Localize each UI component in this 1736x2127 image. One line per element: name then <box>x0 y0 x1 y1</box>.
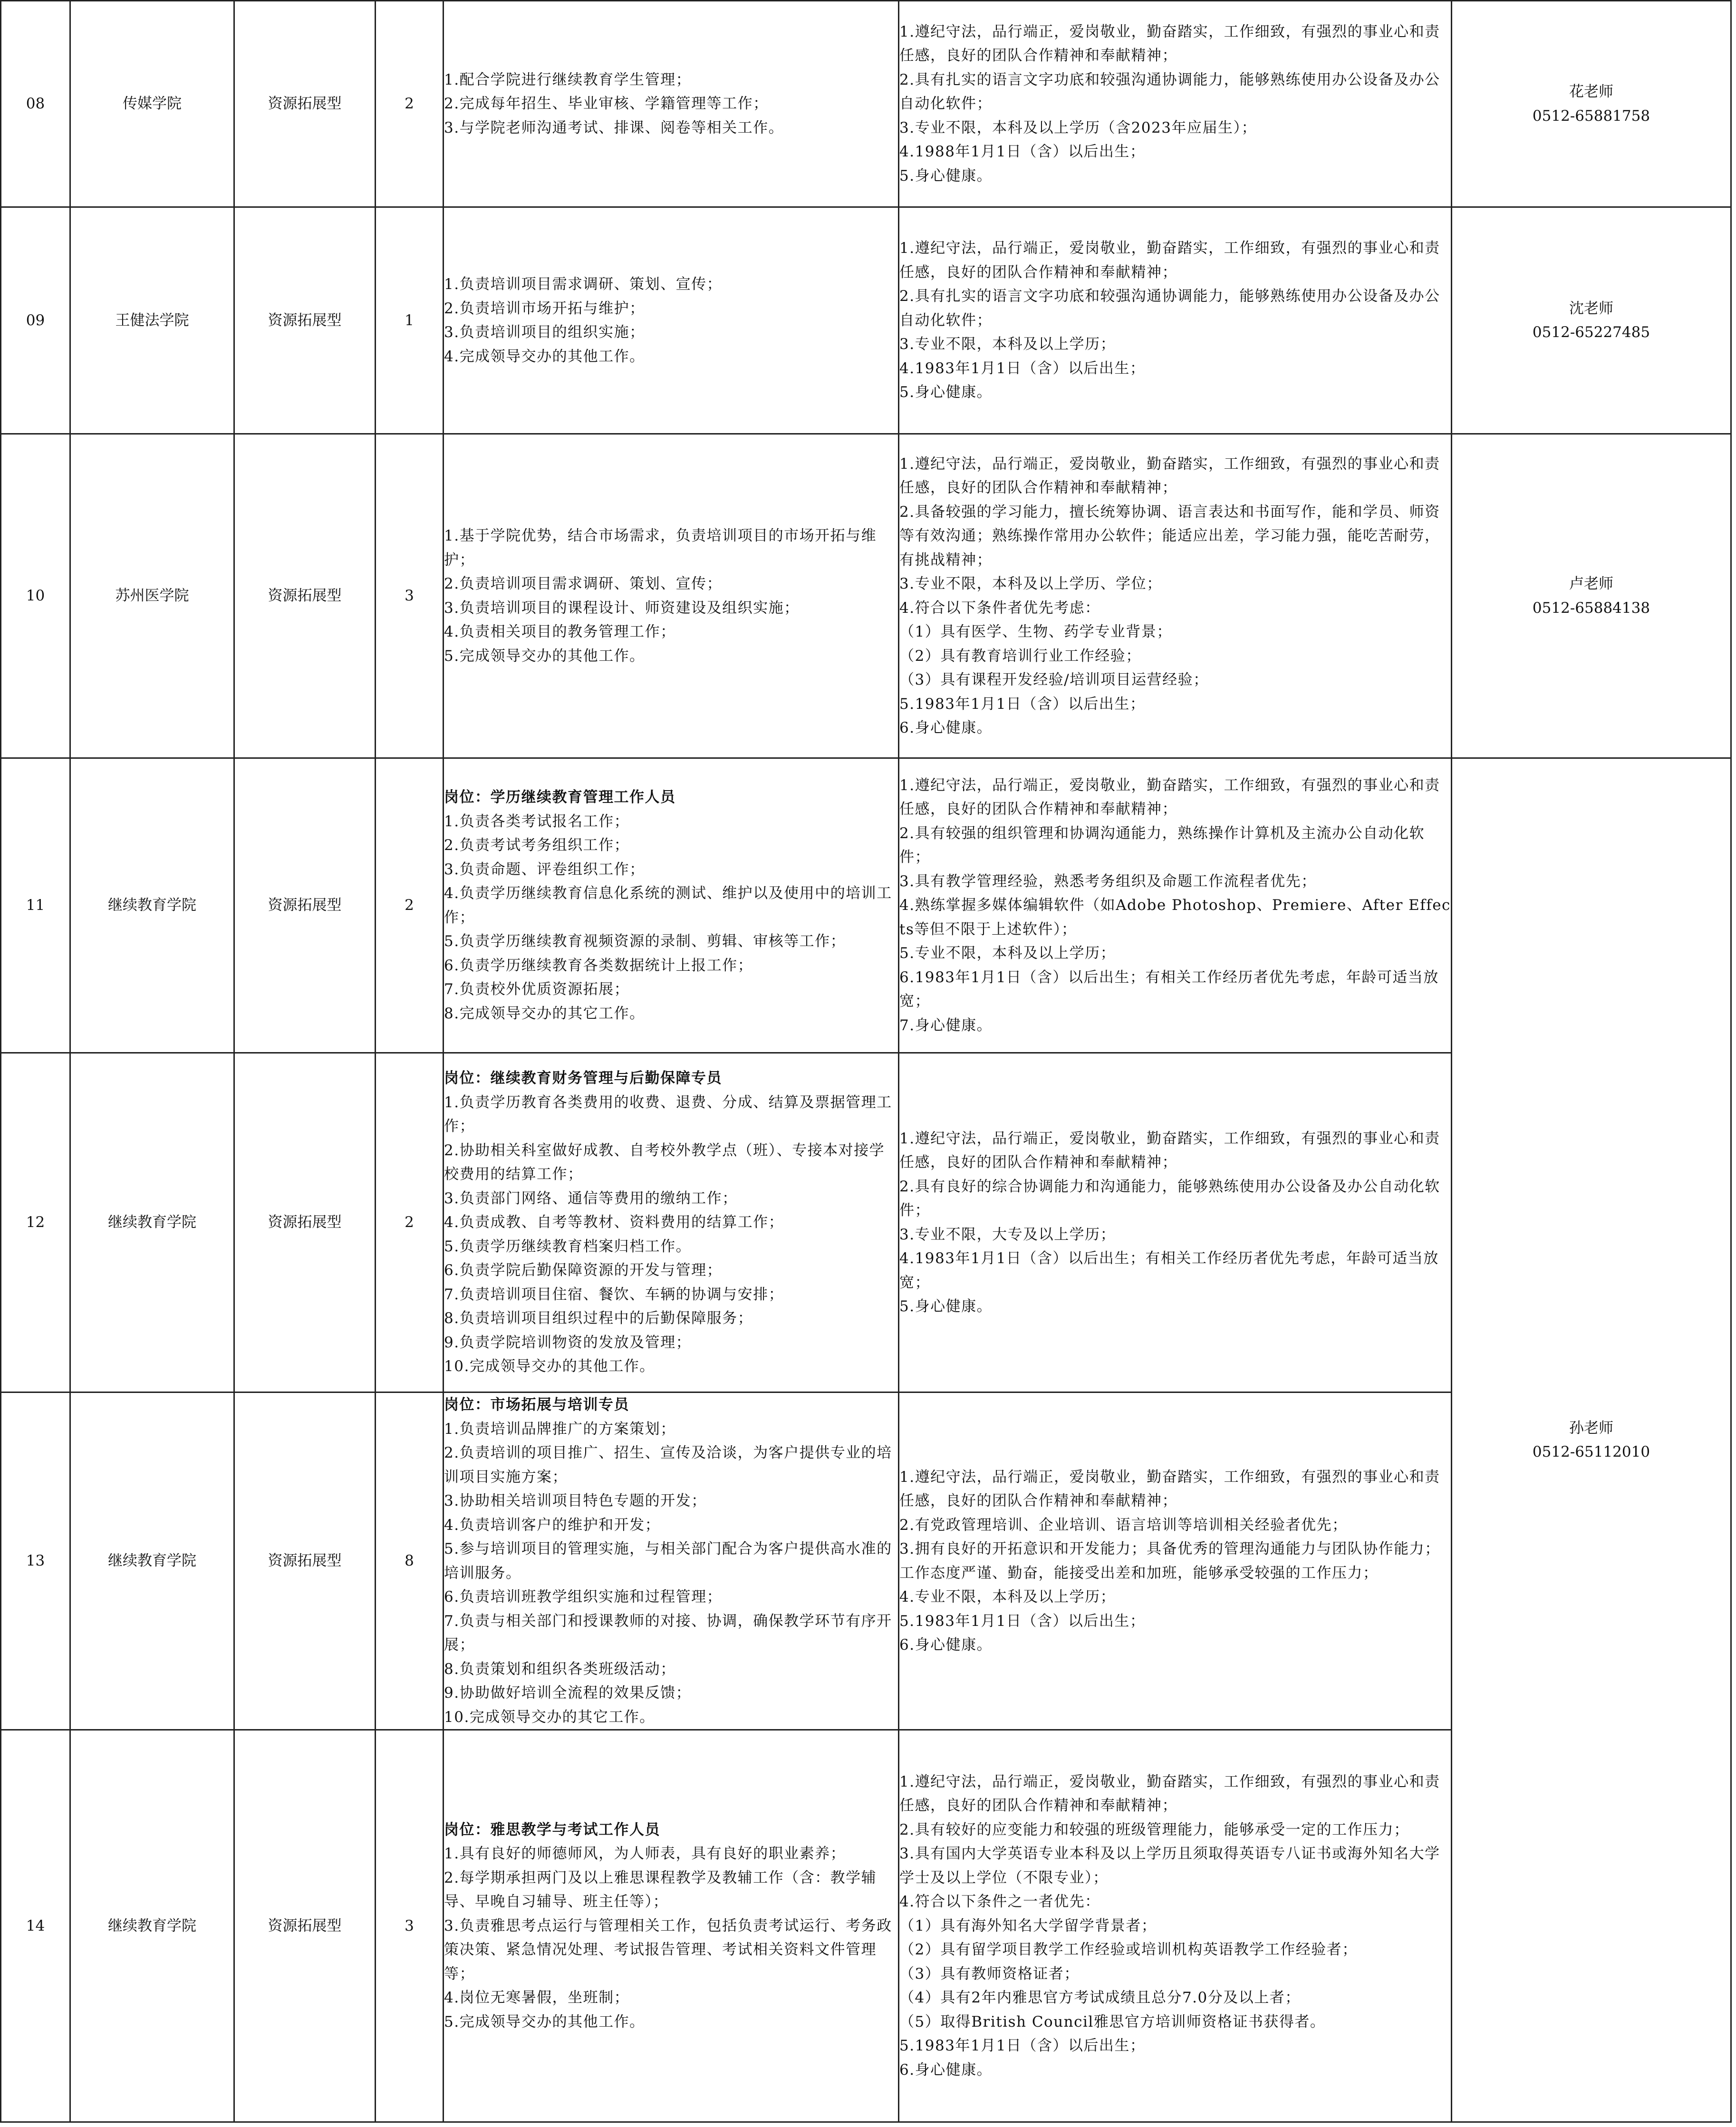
contact-name: 花老师 <box>1569 83 1613 100</box>
table-row <box>1 207 1731 434</box>
contact-phone: 0512-65884138 <box>1532 599 1650 617</box>
row-number: 14 <box>1 1730 70 2122</box>
requirements-text: 1.遵纪守法，品行端正，爱岗敬业，勤奋踏实，工作细致，有强烈的事业心和责任感，良好的团队合作精神和奉献精神； 2.具有较好的应变能力和较强的班级管理能力，能够承受一定的工作压力； 3.具有国内大学英语专业本科及以上学历且须取得英语专八证书或海外知名大学学士及以上学位（不限专业）； 4.符合以下条件之一者优先： （1）具有海外知名大学留学背景者； （2）具有留学项目教学工作经验或培训机构英语教学工作经验者； （3）具有教师资格证者； （4）具有2年内雅思官方考试成绩且总分7.0分及以上者； （5）取得British Council雅思官方培训师资格证书获得者。 5.1983年1月1日（含）以后出生； 6.身心健康。 <box>899 1773 1440 2079</box>
unit-name: 继续教育学院 <box>70 758 234 1053</box>
duties-cell <box>444 1730 899 2122</box>
duties-text: 1.配合学院进行继续教育学生管理； 2.完成每年招生、毕业审核、学籍管理等工作； 3.与学院老师沟通考试、排课、阅卷等相关工作。 <box>444 71 784 136</box>
contact-phone: 0512-65112010 <box>1532 1443 1650 1460</box>
position-type: 资源拓展型 <box>234 434 376 758</box>
headcount: 2 <box>376 1 444 207</box>
duties-text: 1.负责各类考试报名工作； 2.负责考试考务组织工作； 3.负责命题、评卷组织工作； 4.负责学历继续教育信息化系统的测试、维护以及使用中的培训工作； 5.负责学历继续教育视频资源的录制、剪辑、审核等工作； 6.负责学历继续教育各类数据统计上报工作； 7.负责校外优质资源拓展； 8.完成领导交办的其它工作。 <box>444 812 892 1022</box>
unit-name: 传媒学院 <box>70 1 234 207</box>
requirements-text: 1.遵纪守法，品行端正，爱岗敬业，勤奋踏实，工作细致，有强烈的事业心和责任感，良好的团队合作精神和奉献精神； 2.具有扎实的语言文字功底和较强沟通协调能力，能够熟练使用办公设备及办公自动化软件； 3.专业不限，本科及以上学历； 4.1983年1月1日（含）以后出生； 5.身心健康。 <box>899 240 1440 401</box>
role-title: 岗位：继续教育财务管理与后勤保障专员 <box>444 1070 722 1087</box>
duties-cell <box>444 758 899 1053</box>
contact-name: 沈老师 <box>1569 300 1613 317</box>
duties-text: 1.具有良好的师德师风，为人师表，具有良好的职业素养； 2.每学期承担两门及以上雅思课程教学及教辅工作（含：教学辅导、早晚自习辅导、班主任等）； 3.负责雅思考点运行与管理相关工作，包括负责考试运行、考务政策决策、紧急情况处理、考试报告管理、考试相关资料文件管理等； 4.岗位无寒暑假，坐班制； 5.完成领导交办的其他工作。 <box>444 1845 892 2030</box>
row-number: 11 <box>1 758 70 1053</box>
shared-contact-cell <box>1452 758 1731 2122</box>
position-type: 资源拓展型 <box>234 1 376 207</box>
requirements-cell <box>899 1392 1452 1730</box>
contact-cell <box>1452 434 1731 758</box>
unit-name: 王健法学院 <box>70 207 234 434</box>
requirements-text: 1.遵纪守法，品行端正，爱岗敬业，勤奋踏实，工作细致，有强烈的事业心和责任感，良好的团队合作精神和奉献精神； 2.具有较强的组织管理和协调沟通能力，熟练操作计算机及主流办公自动化软件； 3.具有教学管理经验，熟悉考务组织及命题工作流程者优先； 4.熟练掌握多媒体编辑软件（如Adobe Photoshop、Premiere、After Effects等但不限于上述软件）； 5.专业不限，本科及以上学历； 6.1983年1月1日（含）以后出生；有相关工作经历者优先考虑，年龄可适当放宽； 7.身心健康。 <box>899 776 1451 1034</box>
table-row <box>1 758 1731 1053</box>
role-title: 岗位：市场拓展与培训专员 <box>444 1396 629 1413</box>
requirements-text: 1.遵纪守法，品行端正，爱岗敬业，勤奋踏实，工作细致，有强烈的事业心和责任感，良好的团队合作精神和奉献精神； 2.具备较强的学习能力，擅长统筹协调、语言表达和书面写作，能和学员、师资等有效沟通；熟练操作常用办公软件；能适应出差，学习能力强，能吃苦耐劳，有挑战精神； 3.专业不限，本科及以上学历、学位； 4.符合以下条件者优先考虑： （1）具有医学、生物、药学专业背景； （2）具有教育培训行业工作经验； （3）具有课程开发经验/培训项目运营经验； 5.1983年1月1日（含）以后出生； 6.身心健康。 <box>899 455 1440 736</box>
row-number: 10 <box>1 434 70 758</box>
requirements-text: 1.遵纪守法，品行端正，爱岗敬业，勤奋踏实，工作细致，有强烈的事业心和责任感，良好的团队合作精神和奉献精神； 2.有党政管理培训、企业培训、语言培训等培训相关经验者优先； 3.拥有良好的开拓意识和开发能力；具备优秀的管理沟通能力与团队协作能力；工作态度严谨、勤奋，能接受出差和加班，能够承受较强的工作压力； 4.专业不限，本科及以上学历； 5.1983年1月1日（含）以后出生； 6.身心健康。 <box>899 1468 1440 1653</box>
requirements-cell <box>899 1 1452 207</box>
row-number: 09 <box>1 207 70 434</box>
table-row <box>1 434 1731 758</box>
requirements-cell <box>899 1053 1452 1392</box>
duties-cell <box>444 1053 899 1392</box>
headcount: 8 <box>376 1392 444 1730</box>
headcount: 2 <box>376 1053 444 1392</box>
contact-name: 卢老师 <box>1569 575 1613 592</box>
unit-name: 继续教育学院 <box>70 1392 234 1730</box>
requirements-cell <box>899 758 1452 1053</box>
unit-name: 继续教育学院 <box>70 1053 234 1392</box>
duties-cell <box>444 434 899 758</box>
table-row <box>1 1 1731 207</box>
position-type: 资源拓展型 <box>234 1730 376 2122</box>
duties-text: 1.负责培训品牌推广的方案策划； 2.负责培训的项目推广、招生、宣传及洽谈，为客户提供专业的培训项目实施方案； 3.协助相关培训项目特色专题的开发； 4.负责培训客户的维护和开发； 5.参与培训项目的管理实施，与相关部门配合为客户提供高水准的培训服务。 6.负责培训班教学组织实施和过程管理； 7.负责与相关部门和授课教师的对接、协调，确保教学环节有序开展； 8.负责策划和组织各类班级活动； 9.协助做好培训全流程的效果反馈； 10.完成领导交办的其它工作。 <box>444 1420 892 1726</box>
contact-cell <box>1452 1 1731 207</box>
role-title: 岗位：雅思教学与考试工作人员 <box>444 1821 660 1838</box>
position-type: 资源拓展型 <box>234 758 376 1053</box>
row-number: 08 <box>1 1 70 207</box>
contact-phone: 0512-65227485 <box>1532 324 1650 341</box>
headcount: 3 <box>376 1730 444 2122</box>
contact-cell <box>1452 207 1731 434</box>
headcount: 2 <box>376 758 444 1053</box>
duties-text: 1.基于学院优势，结合市场需求，负责培训项目的市场开拓与维护； 2.负责培训项目需求调研、策划、宣传； 3.负责培训项目的课程设计、师资建设及组织实施； 4.负责相关项目的教务管理工作； 5.完成领导交办的其他工作。 <box>444 527 877 665</box>
headcount: 3 <box>376 434 444 758</box>
position-type: 资源拓展型 <box>234 1392 376 1730</box>
requirements-cell <box>899 434 1452 758</box>
duties-cell <box>444 1392 899 1730</box>
row-number: 13 <box>1 1392 70 1730</box>
requirements-cell <box>899 1730 1452 2122</box>
unit-name: 继续教育学院 <box>70 1730 234 2122</box>
requirements-text: 1.遵纪守法，品行端正，爱岗敬业，勤奋踏实，工作细致，有强烈的事业心和责任感，良好的团队合作精神和奉献精神； 2.具有良好的综合协调能力和沟通能力，能够熟练使用办公设备及办公自动化软件； 3.专业不限，大专及以上学历； 4.1983年1月1日（含）以后出生；有相关工作经历者优先考虑，年龄可适当放宽； 5.身心健康。 <box>899 1130 1440 1315</box>
duties-cell <box>444 207 899 434</box>
position-type: 资源拓展型 <box>234 1053 376 1392</box>
position-type: 资源拓展型 <box>234 207 376 434</box>
role-title: 岗位：学历继续教育管理工作人员 <box>444 789 676 806</box>
contact-phone: 0512-65881758 <box>1532 107 1650 125</box>
row-number: 12 <box>1 1053 70 1392</box>
requirements-cell <box>899 207 1452 434</box>
headcount: 1 <box>376 207 444 434</box>
duties-text: 1.负责学历教育各类费用的收费、退费、分成、结算及票据管理工作； 2.协助相关科室做好成教、自考校外教学点（班）、专接本对接学校费用的结算工作； 3.负责部门网络、通信等费用的缴纳工作； 4.负责成教、自考等教材、资料费用的结算工作； 5.负责学历继续教育档案归档工作。 6.负责学院后勤保障资源的开发与管理； 7.负责培训项目住宿、餐饮、车辆的协调与安排； 8.负责培训项目组织过程中的后勤保障服务； 9.负责学院培训物资的发放及管理； 10.完成领导交办的其他工作。 <box>444 1093 892 1375</box>
duties-cell <box>444 1 899 207</box>
unit-name: 苏州医学院 <box>70 434 234 758</box>
requirements-text: 1.遵纪守法，品行端正，爱岗敬业，勤奋踏实，工作细致，有强烈的事业心和责任感，良好的团队合作精神和奉献精神； 2.具有扎实的语言文字功底和较强沟通协调能力，能够熟练使用办公设备及办公自动化软件； 3.专业不限，本科及以上学历（含2023年应届生）； 4.1988年1月1日（含）以后出生； 5.身心健康。 <box>899 23 1440 184</box>
duties-text: 1.负责培训项目需求调研、策划、宣传； 2.负责培训市场开拓与维护； 3.负责培训项目的组织实施； 4.完成领导交办的其他工作。 <box>444 276 723 365</box>
contact-name: 孙老师 <box>1569 1419 1613 1437</box>
